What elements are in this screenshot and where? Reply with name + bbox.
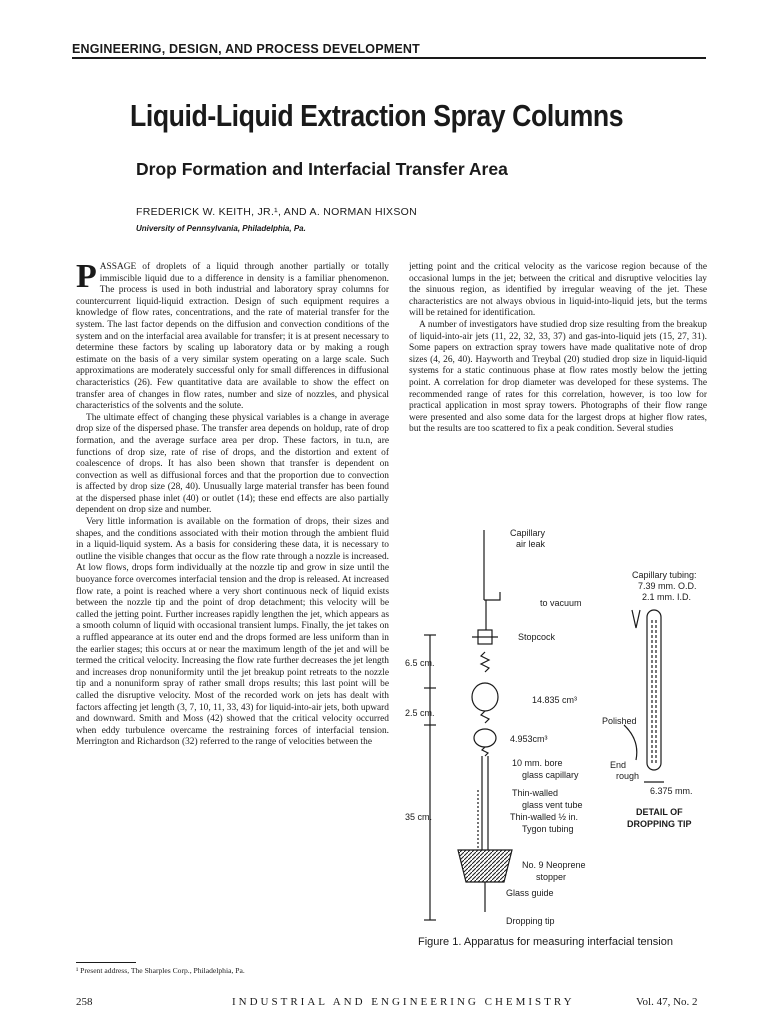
paragraph-3: Very little information is available on the formation of drops, their sizes and shapes, and the conditions associated with their motion through the ambient fluid in a liquid-liquid system. As a basis for considering these data, it is necessary to outline the visible changes that occur as the flow rate through a nozzle is increased. At low flows, drops form individually at the nozzle tip and grow in size until the buoyance force overcomes interfacial tension and the drop is released. At increased flow rate, a point is reached where a very short continuous neck of liquid exists between the nozzle tip and the point of drop detachment; this velocity will be called the jetting point. Further increases rapidly lengthen the jet, which appears as a smooth column of liquid with occasional transient lumps. Finally, the jet takes on a ruffled appearance at its outer end and the drops formed are less uniform than in the earlier stages; this occurs at or near the maximum length of the jet and will be termed the critical velocity. Increasing the flow rate further decreases the jet length and increases drop nonuniformity until the jet breakup point retreats to the nozzle tip and a nonuniform spray of rather small drops results; this last point will be called the disruptive velocity. Most of the recorded work on jets has dealt with factors affecting jet length (3, 7, 10, 11, 33, 43) for liquid-into-air jets, both upward and downward. Smith and Moss (42) showed that the critical velocity occurred when eddy turbulence overcame the restraining forces of interfacial tension. Merrington and Richardson (32) referred to the range of velocities between the <box>76 517 389 748</box>
label-tygon-2: Tygon tubing <box>522 824 574 834</box>
label-vent-tube: glass vent tube <box>522 800 583 810</box>
label-tubing-2: 7.39 mm. O.D. <box>638 581 697 591</box>
label-polished: Polished <box>602 716 637 726</box>
volume-issue: Vol. 47, No. 2 <box>636 996 698 1008</box>
label-dim-65: 6.5 cm. <box>405 658 435 668</box>
label-stopper-2: stopper <box>536 872 567 882</box>
label-end: End <box>610 760 627 770</box>
label-bore: 10 mm. bore <box>512 758 563 768</box>
paragraph-5: A number of investigators have studied drop size resulting from the breakup of liquid-into-air jets (11, 22, 32, 33, 37) and gas-into-liquid jets (15, 27, 31). Some papers on extraction spray towers have made qualitative note of drop sizes (4, 26, 40). Hayworth and Treybal (20) studied drop size in liquid-liquid systems for a static continuous phase at flow rates mostly below the jetting point. A correlation for drop diameter was developed for these systems. The recommended range of rates for this correlation, however, is too low for practical application in most spray towers. Photographs of their flow range were presented and also some data for the largest drops at higher flow rates, but the results are too scattered to fix a peak condition. Several studies <box>409 319 707 435</box>
label-dropping-tip: Dropping tip <box>506 916 555 926</box>
footnote: ¹ Present address, The Sharples Corp., Philadelphia, Pa. <box>76 966 245 975</box>
label-od-dim: 6.375 mm. <box>650 786 693 796</box>
body-column-left <box>76 262 389 952</box>
section-header: ENGINEERING, DESIGN, AND PROCESS DEVELOPMENT <box>72 42 420 56</box>
label-tygon-1: Thin-walled ½ in. <box>510 812 579 822</box>
label-capillary: Capillary <box>510 528 546 538</box>
label-dim-25: 2.5 cm. <box>405 708 435 718</box>
label-dim-35: 35 cm. <box>405 812 433 822</box>
label-volume-upper: 14.835 cm³ <box>532 695 578 705</box>
paragraph-2: The ultimate effect of changing these physical variables is a change in average drop size of the dispersed phase. The transfer area depends on holdup, rate of drop formation, and the average surface area per drop. These factors, in tu.n, are functions of drop size, rate of rise of drops, and the distortion and extent of coalescence of drops. It has also been shown that transfer is dependent on convection as well as diffusional forces and that the proportion due to convection is affected by drop size (28, 40). Unusually large material transfer has been found at the dispersed phase inlet (40) or outlet (14); these end effects are also partially dependent on drop size and number. <box>76 412 389 516</box>
drop-cap: P <box>76 262 97 295</box>
label-tubing-3: 2.1 mm. I.D. <box>642 592 692 602</box>
journal-name: INDUSTRIAL AND ENGINEERING CHEMISTRY <box>232 996 575 1008</box>
apparatus-figure <box>400 520 720 930</box>
article-authors: FREDERICK W. KEITH, JR.¹, AND A. NORMAN HIXSON <box>136 206 417 218</box>
paragraph-1: PASSAGE of droplets of a liquid through another partially or totally immiscible liquid due to a difference in density is a familiar phenomenon. The process is used in both industrial and laboratory spray columns for countercurrent liquid-liquid extraction. Design of such equipment requires a knowledge of flow rates, concentrations, and the rate of material transfer for the system. The last factor depends on the diffusion and convection conditions of the system and on the interfacial area available for transfer; it is at present necessary to determine these factors by scaling up laboratory data or by making a rough estimate on the basis of a very similar system operating on a large scale. Such approximations are moderately successful only for small differences in diffusional characteristics (26). Few quantitative data are available to show the effect on transfer area of changes in flow rates, number and size of nozzles, and physical characteristics of the solvents and the solute. <box>76 262 389 412</box>
label-to-vacuum: to vacuum <box>540 598 582 608</box>
label-stopper-1: No. 9 Neoprene <box>522 860 586 870</box>
paragraph-4: jetting point and the critical velocity as the varicose region because of the occasional lumps in the jet; between the critical and disruptive velocities lay the sinuous region, as identified by irregular weaving of the jet. These characteristics are not always obvious in liquid-into-liquid jets, but the terms will be retained for identification. <box>409 262 707 319</box>
label-thin-walled: Thin-walled <box>512 788 559 798</box>
label-glass-guide: Glass guide <box>506 888 554 898</box>
label-tubing-1: Capillary tubing: <box>632 570 697 580</box>
body-column-right <box>409 262 707 494</box>
label-detail-2: DROPPING TIP <box>627 819 692 829</box>
footnote-rule <box>76 962 136 963</box>
label-glass-capillary: glass capillary <box>522 770 579 780</box>
label-rough: rough <box>616 771 640 781</box>
article-subtitle: Drop Formation and Interfacial Transfer Area <box>136 159 508 179</box>
label-stopcock: Stopcock <box>518 632 556 642</box>
label-volume-lower: 4.953cm³ <box>510 734 548 744</box>
article-title: Liquid-Liquid Extraction Spray Columns <box>130 98 624 133</box>
label-air-leak: air leak <box>516 539 546 549</box>
page-number: 258 <box>76 996 93 1008</box>
figure-caption: Figure 1. Apparatus for measuring interfacial tension <box>418 936 673 948</box>
article-affiliation: University of Pennsylvania, Philadelphia, Pa. <box>136 224 306 233</box>
header-rule <box>72 57 706 59</box>
label-detail-1: DETAIL OF <box>636 807 683 817</box>
